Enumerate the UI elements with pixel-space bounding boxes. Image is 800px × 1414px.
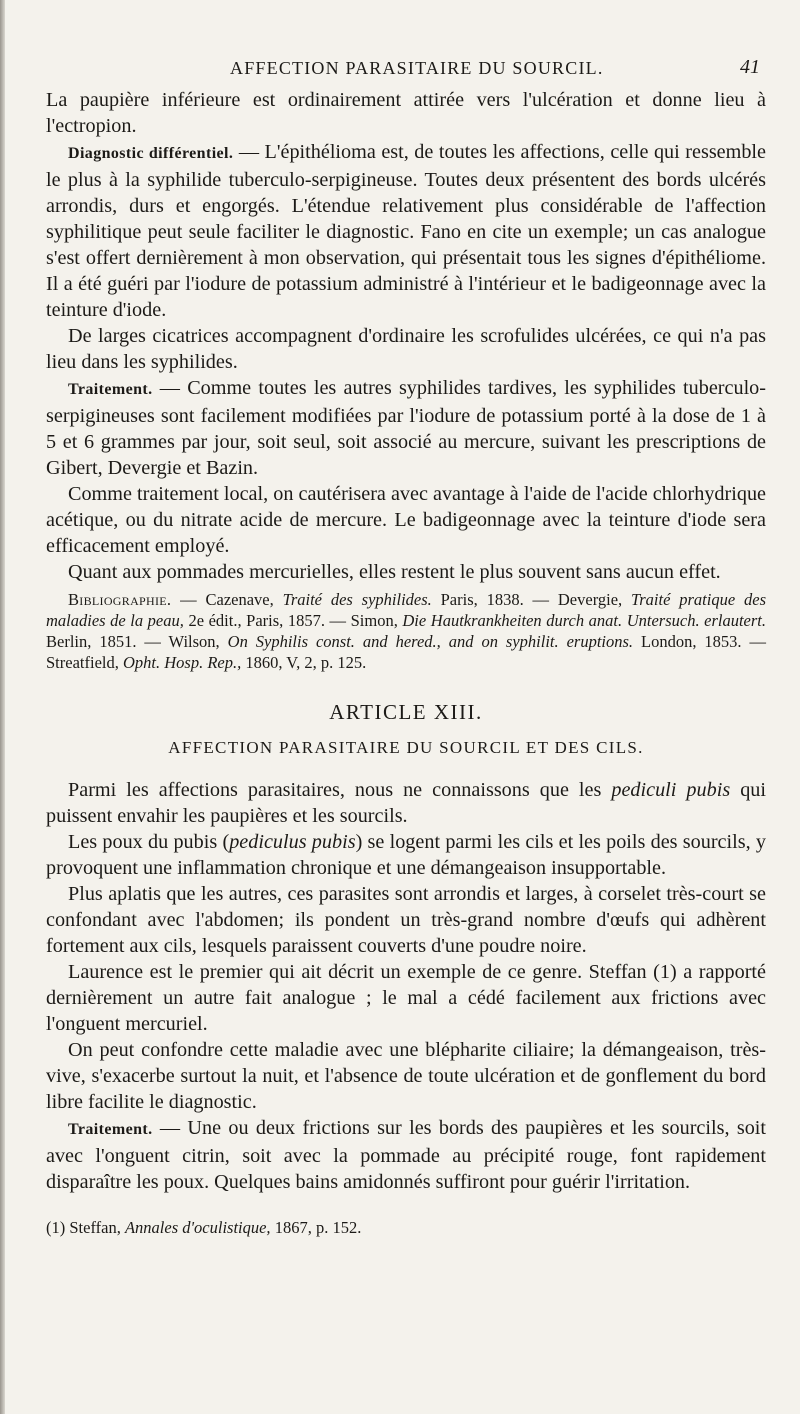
- bibliography-label: Bibliographie.: [68, 590, 172, 609]
- paragraph-traitement-2: [46, 1115, 766, 1195]
- paragraph-aplatis: Plus aplatis que les autres, ces parasites sont arrondis et larges, à corselet très-court se confondant avec l'abdomen; ils pondent un très-grand nombre d'œufs qui adhèrent fortement aux cils, lesquels paraissent couverts d'une poudre noire.: [46, 883, 766, 957]
- paragraph-diagnostic: [46, 139, 766, 323]
- biblio-title-4: On Syphilis const. and hered., and on syphilit. eruptions.: [227, 632, 634, 651]
- paragraph-confondre: On peut confondre cette maladie avec une blépharite ciliaire; la démangeaison, très-vive, s'exacerbe surtout la nuit, et l'absence de toute ulcération et de gonflement du bord libre facilite le diagnostic.: [46, 1039, 766, 1113]
- page-number: 41: [740, 56, 760, 78]
- paragraph-poux: [46, 829, 766, 881]
- run-in-heading-traitement: Traitement.: [68, 381, 153, 398]
- biblio-title-5: Opht. Hosp. Rep.,: [122, 653, 242, 672]
- s1-text-b: qui puissent envahir les paupières et les sourcils.: [46, 779, 766, 827]
- biblio-text-6: 1860, V, 2, p. 125.: [241, 653, 367, 672]
- running-header: AFFECTION PARASITAIRE DU SOURCIL.: [230, 58, 604, 78]
- biblio-text-3: 2e édit., Paris, 1857. — Simon,: [183, 611, 403, 630]
- article-subtitle: AFFECTION PARASITAIRE DU SOURCIL ET DES CILS.: [168, 738, 644, 757]
- s2-text-b: ) se logent parmi les cils et les poils des sourcils, y provoquent une inflammation chronique et une démangeaison insupportable.: [46, 831, 766, 879]
- footnote-italic: Annales d'oculistique,: [124, 1218, 271, 1237]
- paragraph-traitement-text: — Comme toutes les autres syphilides tardives, les syphilides tuberculo-serpigineuses sont facilement modifiées par l'iodure de potassium porté à la dose de 1 à 5 et 6 grammes par jour, soit seul, soit associé au mercure, suivant les prescriptions de Gibert, Devergie et Bazin.: [46, 377, 766, 479]
- biblio-title-3: Die Hautkrankheiten durch anat. Untersuch. erlautert.: [402, 611, 766, 630]
- biblio-text-2: Paris, 1838. — Devergie,: [431, 590, 631, 609]
- paragraph-cicatrices: De larges cicatrices accompagnent d'ordinaire les scrofulides ulcérées, ce qui n'a pas lieu dans les syphilides.: [46, 325, 766, 373]
- footnote: [46, 1215, 766, 1241]
- paragraph-pommades: Quant aux pommades mercurielles, elles restent le plus souvent sans aucun effet.: [68, 561, 721, 583]
- biblio-title-1: Traité des syphilides.: [282, 590, 432, 609]
- paragraph-traitement: [46, 375, 766, 481]
- paragraph-local-treatment: Comme traitement local, on cautérisera avec avantage à l'aide de l'acide chlorhydrique acétique, ou du nitrate acide de mercure. Le badigeonnage avec la teinture d'iode sera efficacement employé.: [46, 483, 766, 557]
- page-body: [46, 87, 766, 1241]
- s2-italic: pediculus pubis: [229, 831, 356, 853]
- paragraph-traitement-2-text: — Une ou deux frictions sur les bords des paupières et les sourcils, soit avec l'onguent citrin, soit avec la pommade au précipité rouge, font rapidement disparaître les poux. Quelques bains amidonnés suffiront pour guérir l'irritation.: [46, 1117, 766, 1193]
- paragraph-ectropion: La paupière inférieure est ordinairement attirée vers l'ulcération et donne lieu à l'ectropion.: [46, 89, 766, 137]
- footnote-text-a: (1) Steffan,: [46, 1218, 125, 1237]
- biblio-title-2: Traité pratique des maladies de la peau,: [46, 590, 767, 630]
- article-heading: ARTICLE XIII.: [329, 700, 483, 724]
- page-binding-edge: [0, 0, 5, 1414]
- s2-text-a: Les poux du pubis (: [68, 831, 230, 853]
- run-in-heading-diagnostic: Diagnostic différentiel.: [68, 145, 234, 162]
- biblio-text-4: Berlin, 1851. — Wilson,: [46, 632, 228, 651]
- bibliography: [46, 589, 766, 673]
- biblio-text-1: — Cazenave,: [171, 590, 283, 609]
- s1-italic: pediculi pubis: [611, 779, 731, 801]
- biblio-text-5: London, 1853. — Streatfield,: [46, 632, 766, 672]
- paragraph-diagnostic-text: — L'épithélioma est, de toutes les affections, celle qui ressemble le plus à la syphilide tuberculo-serpigineuse. Toutes deux présentent des bords ulcérés arrondis, durs et engorgés. L'étendue relativement plus considérable de l'affection syphilitique peut seule faciliter le diagnostic. Fano en cite un exemple; un cas analogue s'est offert dernièrement à mon observation, qui présentait tous les signes d'épithéliome. Il a été guéri par l'iodure de potassium administré à l'intérieur et le badigeonnage avec la teinture d'iode.: [46, 141, 766, 321]
- paragraph-laurence: Laurence est le premier qui ait décrit un exemple de ce genre. Steffan (1) a rapporté dernièrement un autre fait analogue ; le mal a cédé facilement aux frictions avec l'onguent mercuriel.: [46, 961, 766, 1035]
- s1-text-a: Parmi les affections parasitaires, nous ne connaissons que les: [68, 779, 612, 801]
- footnote-text-b: 1867, p. 152.: [270, 1218, 362, 1237]
- paragraph-parasites: [46, 777, 766, 829]
- run-in-heading-traitement-2: Traitement.: [68, 1121, 153, 1138]
